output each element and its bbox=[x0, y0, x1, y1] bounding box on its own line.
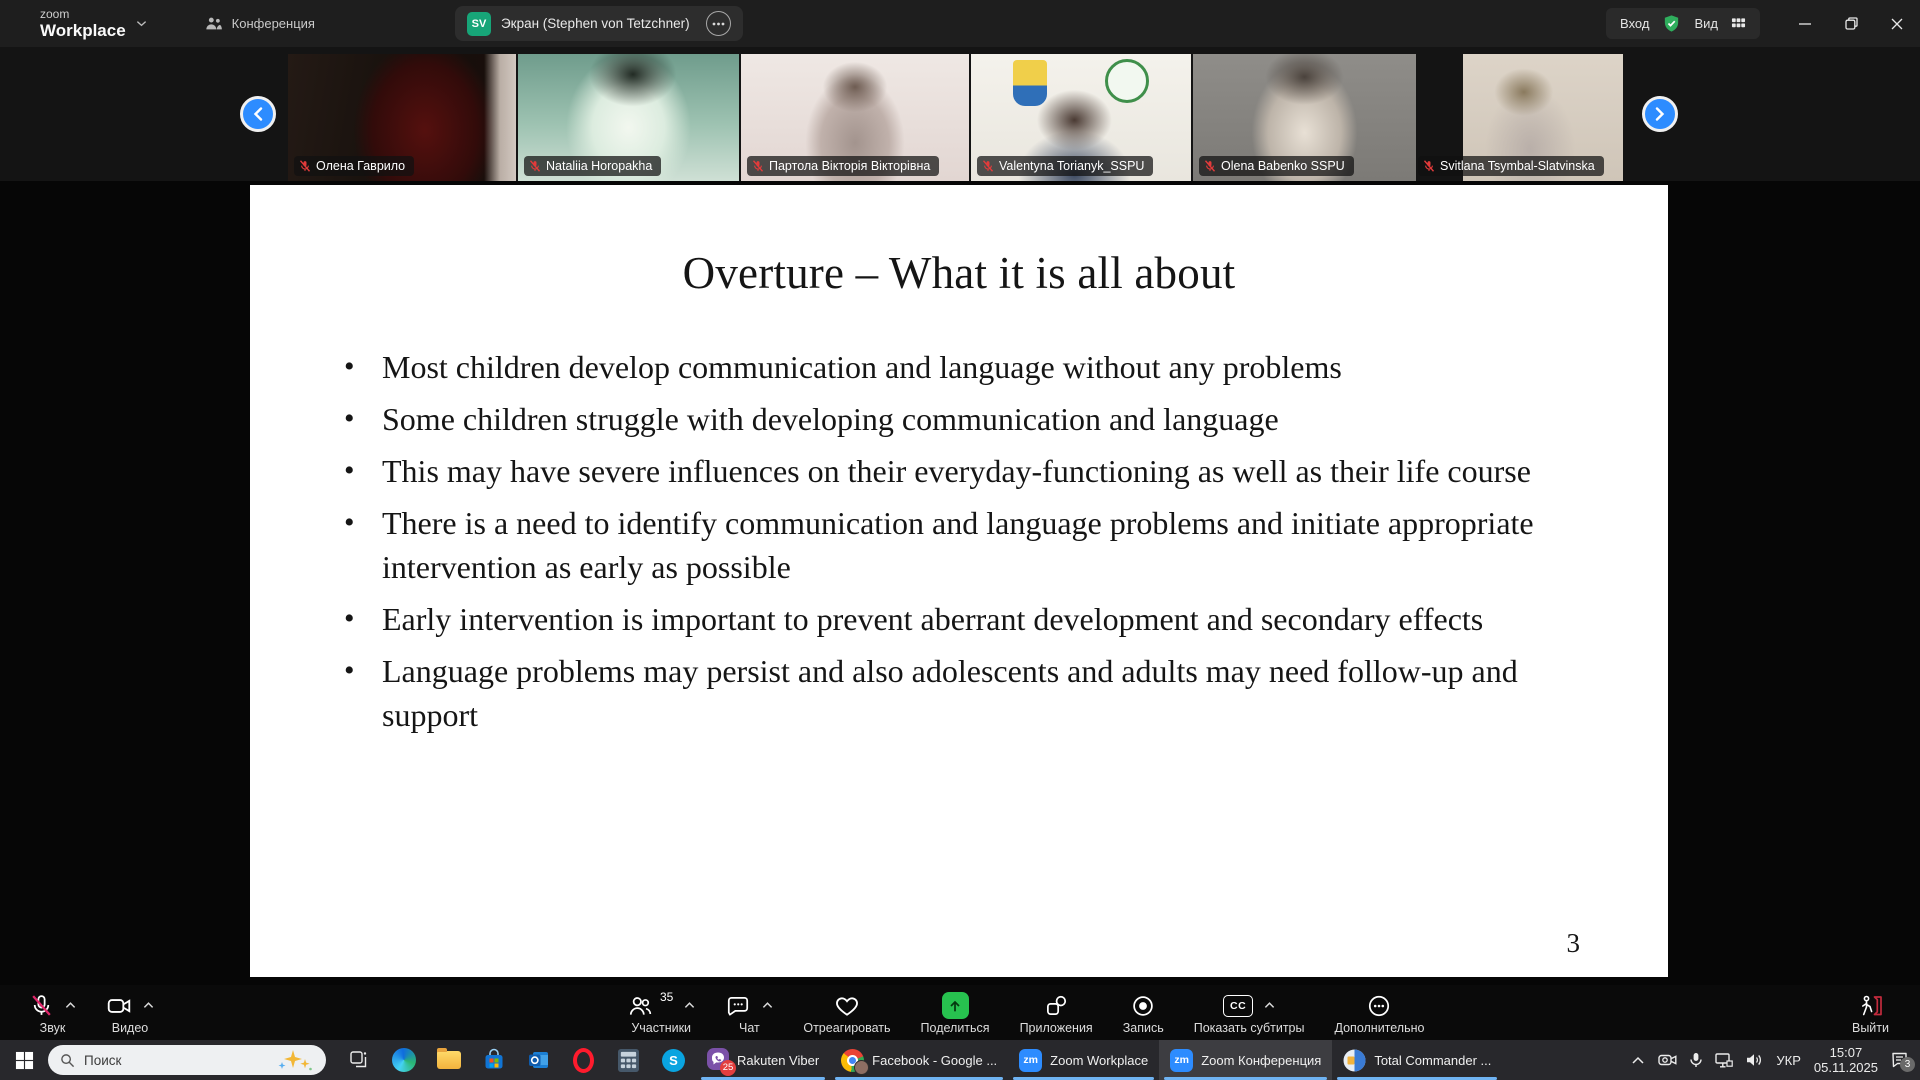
viber-icon bbox=[707, 1048, 734, 1073]
tab-conference-label: Конференция bbox=[231, 16, 315, 31]
leave-button[interactable]: Выйти bbox=[1837, 985, 1904, 1040]
minimize-button[interactable] bbox=[1782, 0, 1828, 47]
muted-mic-icon bbox=[29, 993, 54, 1018]
view-button[interactable]: Вид bbox=[1694, 16, 1718, 31]
taskbar-app-zoom-meeting[interactable] bbox=[1159, 1040, 1332, 1080]
slide-title: Overture – What it is all about bbox=[682, 248, 1236, 298]
slide-bullet: • Most children develop communication and language without any problems bbox=[382, 345, 1538, 389]
brand-workplace: Workplace bbox=[40, 21, 126, 40]
chat-icon bbox=[725, 993, 751, 1019]
tab-conference[interactable] bbox=[205, 16, 315, 31]
folder-icon bbox=[437, 1051, 461, 1069]
account-area bbox=[1606, 8, 1760, 39]
chevron-up-icon bbox=[1631, 1056, 1645, 1065]
chat-button[interactable]: Чат bbox=[710, 985, 788, 1040]
chevron-down-icon bbox=[136, 20, 147, 27]
record-button[interactable]: Запись bbox=[1108, 985, 1179, 1040]
slide-page-number: 3 bbox=[1566, 928, 1580, 958]
file-explorer-button[interactable] bbox=[426, 1040, 471, 1080]
people-icon bbox=[205, 16, 223, 31]
record-icon bbox=[1130, 993, 1156, 1019]
notification-count-badge: 3 bbox=[1900, 1057, 1915, 1072]
participant-filmstrip bbox=[0, 47, 1920, 181]
chevron-up-icon[interactable] bbox=[684, 1002, 695, 1009]
tab-screen-share[interactable] bbox=[455, 6, 743, 41]
heart-icon bbox=[834, 993, 860, 1019]
participant-name: Valentyna Torianyk_SSPU bbox=[999, 159, 1145, 173]
total-commander-icon bbox=[1343, 1049, 1366, 1072]
participant-video[interactable] bbox=[971, 54, 1191, 181]
muted-mic-icon bbox=[1204, 160, 1216, 172]
university-round-logo bbox=[1105, 59, 1149, 103]
participant-name: Партола Вікторія Вікторівна bbox=[769, 159, 931, 173]
skype-icon: S bbox=[662, 1049, 685, 1072]
zoom-title-bar bbox=[0, 0, 1920, 47]
participant-video[interactable] bbox=[741, 54, 969, 181]
microsoft-store-button[interactable] bbox=[471, 1040, 516, 1080]
taskbar-app-label: Total Commander ... bbox=[1374, 1052, 1492, 1068]
edge-icon bbox=[392, 1048, 416, 1072]
task-view-icon bbox=[349, 1050, 369, 1070]
start-button[interactable] bbox=[0, 1040, 48, 1080]
minimize-icon bbox=[1799, 18, 1811, 30]
zoom-app-icon: zm bbox=[1170, 1049, 1193, 1072]
slide-bullet: • There is a need to identify communication and language problems and initiate appropriate intervention as early as possible bbox=[382, 501, 1538, 589]
taskbar-app-label: Rakuten Viber bbox=[737, 1052, 820, 1068]
copilot-sparkle-icon bbox=[274, 1048, 314, 1072]
participant-video[interactable] bbox=[288, 54, 516, 181]
cc-icon: CC bbox=[1223, 995, 1253, 1017]
participant-name-tag bbox=[1418, 156, 1604, 176]
zoom-app-icon: zm bbox=[1019, 1049, 1042, 1072]
tray-clock[interactable] bbox=[1814, 1045, 1878, 1075]
tray-language-indicator[interactable]: УКР bbox=[1776, 1052, 1801, 1068]
participants-button[interactable]: 35 Участники bbox=[612, 985, 710, 1040]
meeting-toolbar bbox=[0, 985, 1920, 1040]
zoom-workplace-logo[interactable] bbox=[40, 8, 147, 39]
store-icon bbox=[482, 1048, 506, 1072]
tray-chevron-up-button[interactable] bbox=[1631, 1056, 1645, 1065]
participant-name: Olena Babenko SSPU bbox=[1221, 159, 1345, 173]
muted-mic-icon bbox=[982, 160, 994, 172]
close-button[interactable] bbox=[1874, 0, 1920, 47]
participant-video[interactable] bbox=[1193, 54, 1416, 181]
share-screen-button[interactable]: Поделиться bbox=[906, 985, 1005, 1040]
edge-browser-button[interactable] bbox=[381, 1040, 426, 1080]
participants-icon bbox=[627, 993, 653, 1019]
captions-button[interactable]: CC Показать субтитры bbox=[1179, 985, 1320, 1040]
tab-options-button[interactable] bbox=[706, 11, 731, 36]
muted-mic-icon bbox=[529, 160, 541, 172]
calculator-button[interactable] bbox=[606, 1040, 651, 1080]
taskbar-app-label: Zoom Workplace bbox=[1050, 1052, 1149, 1068]
participant-video[interactable] bbox=[518, 54, 739, 181]
audio-button[interactable]: Звук bbox=[14, 985, 91, 1040]
participant-name: Олена Гаврило bbox=[316, 159, 406, 173]
react-button[interactable]: Отреагировать bbox=[788, 985, 905, 1040]
tray-time: 15:07 bbox=[1829, 1045, 1863, 1060]
slide-bullet: • Early intervention is important to prevent aberrant development and secondary effects bbox=[382, 597, 1538, 641]
restore-icon bbox=[1845, 17, 1858, 30]
windows-logo-icon bbox=[15, 1051, 34, 1070]
university-crest-logo bbox=[1013, 60, 1047, 106]
tray-speaker-icon[interactable] bbox=[1746, 1053, 1763, 1067]
more-button[interactable]: Дополнительно bbox=[1320, 985, 1440, 1040]
shared-screen-area bbox=[0, 181, 1920, 985]
tray-microphone-icon[interactable] bbox=[1690, 1052, 1702, 1068]
taskbar-app-chrome-facebook[interactable] bbox=[830, 1040, 1008, 1080]
close-icon bbox=[1891, 18, 1903, 30]
taskbar-app-label: Zoom Конференция bbox=[1201, 1052, 1322, 1068]
tab-screen-label: Экран (Stephen von Tetzchner) bbox=[500, 16, 690, 31]
restore-button[interactable] bbox=[1828, 0, 1874, 47]
viber-unread-badge: 25 bbox=[720, 1060, 736, 1076]
chevron-right-icon bbox=[1655, 107, 1665, 121]
apps-icon bbox=[1043, 993, 1069, 1019]
outlook-icon bbox=[527, 1048, 551, 1072]
slide-bullet: • Language problems may persist and also adolescents and adults may need follow-up and support bbox=[382, 649, 1538, 737]
participant-name-tag bbox=[977, 156, 1153, 176]
participant-name-tag bbox=[524, 156, 661, 176]
video-button[interactable]: Видео bbox=[91, 985, 169, 1040]
participant-name-tag bbox=[1199, 156, 1354, 176]
chrome-icon bbox=[841, 1049, 864, 1072]
chevron-up-icon[interactable] bbox=[143, 1002, 154, 1009]
more-icon bbox=[1366, 993, 1392, 1019]
participant-video[interactable] bbox=[1440, 54, 1623, 181]
share-screen-icon bbox=[942, 992, 969, 1019]
camera-icon bbox=[106, 993, 132, 1019]
chevron-up-icon[interactable] bbox=[65, 1002, 76, 1009]
search-icon bbox=[60, 1053, 75, 1068]
shield-check-icon[interactable] bbox=[1662, 14, 1681, 33]
scroll-right-button[interactable] bbox=[1642, 96, 1678, 132]
muted-mic-icon bbox=[752, 160, 764, 172]
muted-mic-icon bbox=[299, 160, 311, 172]
skype-button[interactable] bbox=[651, 1040, 696, 1080]
slide-bullet: • This may have severe influences on their everyday-functioning as well as their life course bbox=[382, 449, 1538, 493]
muted-mic-icon bbox=[1423, 160, 1435, 172]
tray-network-icon[interactable] bbox=[1715, 1053, 1733, 1068]
tray-camera-icon[interactable] bbox=[1658, 1053, 1677, 1067]
slide-bullet-list bbox=[382, 345, 1538, 737]
opera-button[interactable] bbox=[561, 1040, 606, 1080]
ellipsis-icon bbox=[712, 22, 725, 26]
search-input[interactable] bbox=[48, 1045, 326, 1075]
chrome-profile-avatar bbox=[854, 1060, 869, 1075]
calculator-icon bbox=[618, 1049, 639, 1072]
participant-name-tag bbox=[747, 156, 939, 176]
participants-count: 35 bbox=[660, 990, 674, 1004]
chevron-up-icon[interactable] bbox=[762, 1002, 773, 1009]
chevron-up-icon[interactable] bbox=[1264, 1002, 1275, 1009]
brand-zoom: zoom bbox=[40, 7, 70, 21]
login-button[interactable]: Вход bbox=[1620, 16, 1650, 31]
participant-name: Nataliia Horopakha bbox=[546, 159, 653, 173]
outlook-button[interactable] bbox=[516, 1040, 561, 1080]
scroll-left-button[interactable] bbox=[240, 96, 276, 132]
apps-button[interactable]: Приложения bbox=[1005, 985, 1108, 1040]
taskbar-app-viber[interactable] bbox=[696, 1040, 830, 1080]
grid-view-icon bbox=[1731, 17, 1746, 31]
taskbar-app-zoom-workplace[interactable] bbox=[1008, 1040, 1159, 1080]
notification-center-button[interactable] bbox=[1891, 1052, 1911, 1070]
participant-name: Svitlana Tsymbal-Slatvinska bbox=[1440, 159, 1595, 173]
taskbar-app-total-commander[interactable] bbox=[1332, 1040, 1502, 1080]
presenter-avatar: SV bbox=[467, 12, 491, 36]
opera-icon bbox=[573, 1048, 594, 1073]
search-placeholder: Поиск bbox=[84, 1052, 122, 1068]
chevron-left-icon bbox=[253, 107, 263, 121]
presentation-slide bbox=[250, 185, 1668, 977]
leave-meeting-icon bbox=[1857, 993, 1884, 1019]
taskbar-app-label: Facebook - Google ... bbox=[872, 1052, 998, 1068]
task-view-button[interactable] bbox=[336, 1040, 381, 1080]
tray-date: 05.11.2025 bbox=[1813, 1060, 1878, 1075]
slide-bullet: • Some children struggle with developing communication and language bbox=[382, 397, 1538, 441]
participant-name-tag bbox=[294, 156, 414, 176]
windows-taskbar bbox=[0, 1040, 1920, 1080]
